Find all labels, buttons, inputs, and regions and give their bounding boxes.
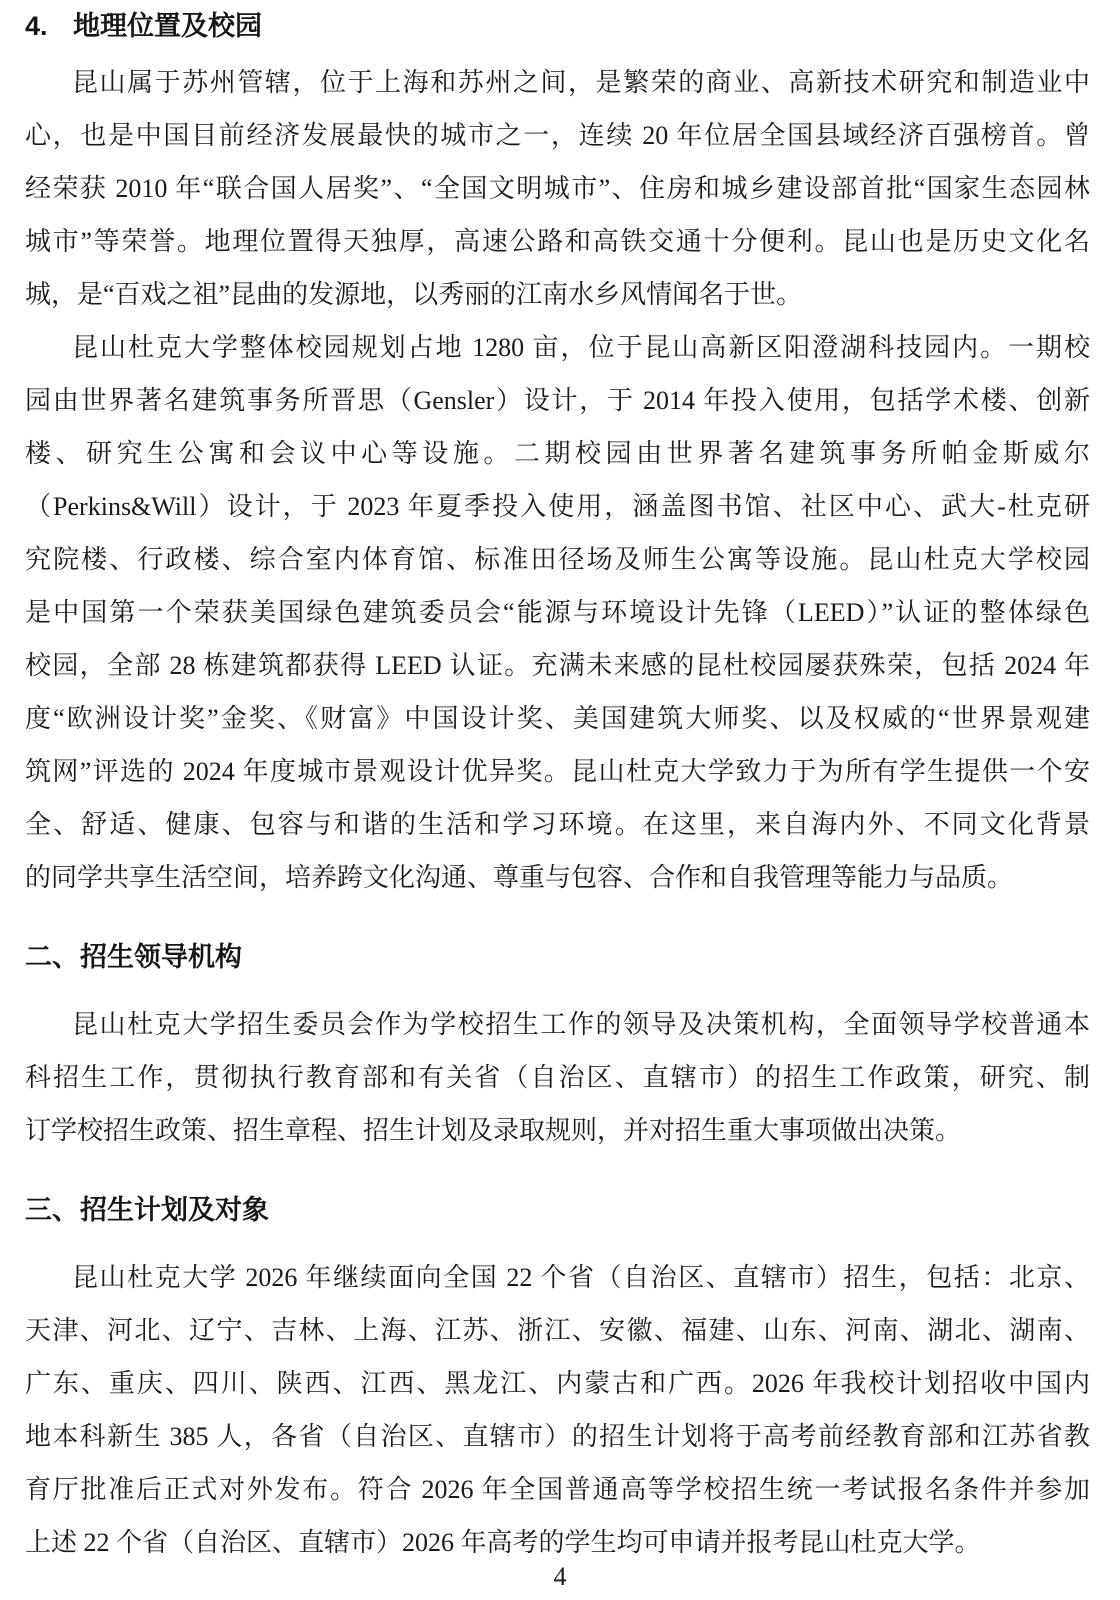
body-line: 度“欧洲设计奖”金奖、《财富》中国设计奖、美国建筑大师奖、以及权威的“世界景观建 xyxy=(25,704,1090,733)
section-heading-leadership xyxy=(25,942,1090,972)
body-line: 筑网”评选的 2024 年度城市景观设计优异奖。昆山杜克大学致力于为所有学生提供一个安 xyxy=(25,757,1090,786)
body-line: 是中国第一个荣获美国绿色建筑委员会“能源与环境设计先锋（LEED）”认证的整体绿色 xyxy=(25,598,1090,627)
body-line: 的同学共享生活空间，培养跨文化沟通、尊重与包容、合作和自我管理等能力与品质。 xyxy=(25,863,1014,892)
body-line: 地本科新生 385 人，各省（自治区、直辖市）的招生计划将于高考前经教育部和江苏省教 xyxy=(25,1422,1090,1451)
body-line: 昆山杜克大学整体校园规划占地 1280 亩，位于昆山高新区阳澄湖科技园内。一期校 xyxy=(72,333,1090,362)
section-heading-plan xyxy=(25,1195,1090,1225)
section-number: 二、 xyxy=(25,942,79,972)
body-line: 昆山属于苏州管辖，位于上海和苏州之间，是繁荣的商业、高新技术研究和制造业中 xyxy=(72,68,1090,97)
body-line: 城，是“百戏之祖”昆曲的发源地，以秀丽的江南水乡风情闻名于世。 xyxy=(25,280,803,309)
body-line: 昆山杜克大学 2026 年继续面向全国 22 个省（自治区、直辖市）招生，包括：北京、 xyxy=(72,1263,1090,1292)
body-line: 全、舒适、健康、包容与和谐的生活和学习环境。在这里，来自海内外、不同文化背景 xyxy=(25,810,1090,839)
body-line: 究院楼、行政楼、综合室内体育馆、标准田径场及师生公寓等设施。昆山杜克大学校园 xyxy=(25,545,1090,574)
section-title: 地理位置及校园 xyxy=(73,11,262,41)
body-line: 上述 22 个省（自治区、直辖市）2026 年高考的学生均可申请并报考昆山杜克大学。 xyxy=(25,1528,981,1557)
body-line: 心，也是中国目前经济发展最快的城市之一，连续 20 年位居全国县域经济百强榜首。曾 xyxy=(25,121,1090,150)
body-line: 校园，全部 28 栋建筑都获得 LEED 认证。充满未来感的昆杜校园屡获殊荣，包括 2024 年 xyxy=(25,651,1090,680)
body-line: 经荣获 2010 年“联合国人居奖”、“全国文明城市”、住房和城乡建设部首批“国家生态园林 xyxy=(25,174,1090,203)
section-heading-geo xyxy=(25,10,1090,42)
body-line: 订学校招生政策、招生章程、招生计划及录取规则，并对招生重大事项做出决策。 xyxy=(25,1116,962,1145)
body-line: 天津、河北、辽宁、吉林、上海、江苏、浙江、安徽、福建、山东、河南、湖北、湖南、 xyxy=(25,1316,1090,1345)
section-number: 4. xyxy=(25,11,48,41)
body-line: 楼、研究生公寓和会议中心等设施。二期校园由世界著名建筑事务所帕金斯威尔 xyxy=(25,439,1090,468)
body-line: 广东、重庆、四川、陕西、江西、黑龙江、内蒙古和广西。2026 年我校计划招收中国内 xyxy=(25,1369,1090,1398)
body-line: 昆山杜克大学招生委员会作为学校招生工作的领导及决策机构，全面领导学校普通本 xyxy=(72,1010,1090,1039)
section-title: 招生计划及对象 xyxy=(80,1195,269,1225)
body-line: 城市”等荣誉。地理位置得天独厚，高速公路和高铁交通十分便利。昆山也是历史文化名 xyxy=(25,227,1090,256)
page-number: 4 xyxy=(553,1562,567,1591)
body-line: 育厅批准后正式对外发布。符合 2026 年全国普通高等学校招生统一考试报名条件并参加 xyxy=(25,1475,1090,1504)
body-line: （Perkins&Will）设计，于 2023 年夏季投入使用，涵盖图书馆、社区中心、武大-杜克研 xyxy=(25,492,1090,521)
body-line: 园由世界著名建筑事务所晋思（Gensler）设计，于 2014 年投入使用，包括学术楼、创新 xyxy=(25,386,1090,415)
section-title: 招生领导机构 xyxy=(80,942,242,972)
body-line: 科招生工作，贯彻执行教育部和有关省（自治区、直辖市）的招生工作政策，研究、制 xyxy=(25,1063,1090,1092)
section-number: 三、 xyxy=(25,1195,79,1225)
